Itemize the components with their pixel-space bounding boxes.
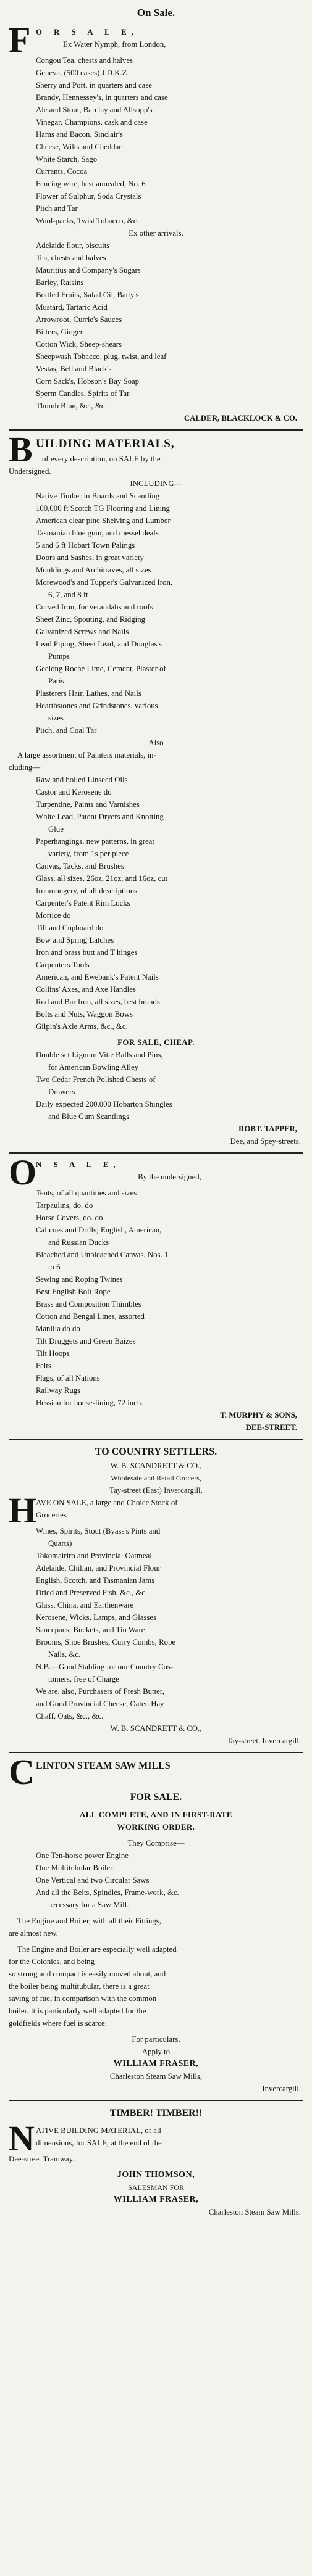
ad2-line: Doors and Sashes, in great variety [36,553,144,562]
ad3-line: Felts [36,1361,51,1370]
ad2-line: Tasmanian blue gum, and messel deals [36,529,159,537]
ad4-line: and Good Provincial Cheese, Oaten Hay [36,1699,164,1708]
ad1-line: Brandy, Hennessey's, in quarters and case [36,93,168,102]
ad5-para: saving of fuel in comparison with the common [9,1994,157,2003]
ad5-para: The Engine and Boiler, with all their Fittings, [17,1917,161,1925]
ad-scandrett [9,1445,303,1747]
ad1-line: Adelaide flour, biscuits [36,241,110,250]
ad5-apply-name: WILLIAM FRASER, [113,2059,199,2068]
ad3-line: Bleached and Unbleached Canvas, Nos. 1 [36,1250,169,1259]
ad1-line: Mustard, Tartaric Acid [36,303,108,312]
ad2-line: Plasterers Hair, Lathes, and Nails [36,689,141,698]
ad2-dropcap: B [9,429,33,469]
ad3-line: Best English Bolt Rope [36,1287,111,1296]
ad1-line: Congou Tea, chests and halves [36,56,133,65]
ad3-line: Tents, of all quantities and sizes [36,1189,137,1197]
ad2-line: Native Timber in Boards and Scantling [36,492,160,500]
ad1-line: Fencing wire, best annealed, No. 6 [36,180,146,188]
ad1-line: Corn Sack's, Hobson's Bay Soap [36,377,140,386]
ad4-line: Chaff, Oats, &c., &c. [36,1712,104,1720]
ad2-line: for American Bowling Alley [48,1063,139,1071]
ad2-line: Ironmongery, of all descriptions [36,886,138,895]
ad2-line: and Blue Gum Scantlings [48,1112,130,1121]
ad5-title-2: FOR SALE. [130,1792,182,1802]
ad2-line: Sheet Zinc, Spouting, and Ridging [36,615,146,624]
ad2-line: American clear pine Shelving and Lumber [36,516,171,525]
divider [9,429,303,431]
ad2-line: Two Cedar French Polished Chests of [36,1075,156,1084]
ad5-apply: Charleston Steam Saw Mills, [109,2072,203,2081]
ad2-line: Mouldings and Architraves, all sizes [36,566,151,574]
ad4-line: AVE ON SALE, a large and Choice Stock of [36,1498,178,1507]
divider [9,1439,303,1440]
ad1-line: Sheepwash Tobacco, plug, twist, and leaf [36,352,167,361]
ad3-line: Manilla do do [36,1324,80,1333]
ad2-line: Morewood's and Tupper's Galvanized Iron, [36,578,173,587]
ad3-line: to 6 [48,1263,61,1271]
ad2-line: Drawers [48,1088,75,1096]
masthead: On Sale. [137,7,175,19]
ad4-line: Saucepans, Buckets, and Tin Ware [36,1625,145,1634]
ad2-line: Lead Piping, Sheet Lead, and Douglas's [36,640,162,648]
ad2-line: Rod and Bar Iron, all sizes, best brands [36,997,160,1006]
ad5-dropcap: C [9,1752,35,1792]
ad5-para: the boiler being multitubular, there is a great [9,1982,150,1991]
ad5-line: And all the Belts, Spindles, Frame-work, &c. [36,1888,179,1897]
ad2-title: UILDING MATERIALS, [36,437,175,450]
ad5-para: goldfields where fuel is scarce. [9,2019,107,2028]
ad4-line: Groceries [36,1511,67,1519]
ad2-line: INCLUDING— [130,479,182,488]
ad4-sub: Tay-street (East) Invercargill, [109,1486,203,1495]
ad2-line: Till and Cupboard do [36,923,104,932]
ad2-line: Carpenters Tools [36,960,90,969]
ad4-title: TO COUNTRY SETTLERS. [95,1447,217,1457]
ad4-line: Adelaide, Chilian, and Provincial Flour [36,1564,161,1572]
ad2-line: Mortice do [36,911,71,920]
ad2-line: Bow and Spring Latches [36,936,114,944]
ad4-sub: W. B. SCANDRETT & CO., [110,1461,202,1470]
ad5-apply: Apply to [141,2047,171,2056]
ad1-line: Ex other arrivals, [129,229,183,237]
ad5-para: for the Colonies, and being [9,1957,95,1966]
ad1-line: Cheese, Wilts and Cheddar [36,142,122,151]
ad3-line: Brass and Composition Thimbles [36,1300,141,1308]
divider [9,2100,303,2101]
ad1-line: Ale and Stout, Barclay and Allsopp's [36,105,153,114]
ad3-line: and Russian Ducks [48,1238,109,1247]
ad2-line: Geelong Roche Lime, Cement, Plaster of [36,664,166,673]
ad2-line: American, and Ewebank's Patent Nails [36,973,159,981]
ad2-line: sizes [48,714,64,722]
ad3-line: Railway Rugs [36,1386,81,1395]
ad2-line: Undersigned. [9,467,51,476]
ad3-line: By the undersigned, [138,1173,201,1181]
ad4-line: We are, also, Purchasers of Fresh Butter, [36,1687,164,1696]
ad2-line: Iron and brass butt and T hinges [36,948,138,957]
ad2-line: Paris [48,677,64,685]
ad5-para: are almost new. [9,1929,58,1938]
ad1-line: Vinegar, Champions, cask and case [36,118,148,126]
ad2-line: Curved Iron, for verandahs and roofs [36,603,153,611]
ad-building-materials [9,429,303,1147]
divider [9,1752,303,1753]
ad3-header [9,1152,303,1192]
ad3-line: Sewing and Roping Twines [36,1275,123,1284]
ad1-line: Ex Water Nymph, from London, [63,40,166,49]
ad2-line: Galvanized Screws and Nails [36,627,129,636]
ad2-line: of every description, on SALE by the [42,455,161,463]
ad-timber [9,2106,303,2218]
ad2-line: Glass, all sizes, 26oz, 21oz, and 16oz, cut [36,874,168,883]
ad5-sub: ALL COMPLETE, AND IN FIRST-RATE [80,1810,232,1819]
ad1-line: White Starch, Sago [36,155,98,163]
ad5-para: boiler. It is particularly well adapted for the [9,2007,146,2015]
ad-murphy-sons [9,1152,303,1434]
ad2-line: Turpentine, Paints and Varnishes [36,800,140,809]
ad1-line: Sperm Candles, Spirits of Tar [36,389,130,398]
ad5-apply: Invercargill. [262,2084,301,2093]
ad6-line: dimensions, for SALE, at the end of the [36,2139,162,2147]
ad1-line: Bottled Fruits, Salad Oil, Batty's [36,291,139,299]
ad3-signature-address: DEE-STREET. [245,1423,297,1432]
ad6-role: SALESMAN FOR [127,2183,185,2192]
ad2-line: 6, 7, and 8 ft [48,590,88,599]
ad6-line: ATIVE BUILDING MATERIAL, of all [36,2126,161,2135]
ad4-line: Kerosene, Wicks, Lamps, and Glasses [36,1613,157,1622]
ad4-line: Nails, &c. [48,1650,81,1659]
ad2-subheading: FOR SALE, CHEAP. [117,1038,195,1047]
ad2-line: Pumps [48,652,70,661]
ad-calder-blacklock [9,20,303,424]
ad3-line: Flags, of all Nations [36,1374,100,1382]
ad2-header [9,429,303,469]
ad1-line: Geneva, (500 cases) J.D.K.Z [36,68,127,77]
ad6-header [9,2118,303,2158]
ad2-line: 100,000 ft Scotch TG Flooring and Lining [36,504,170,513]
ad6-line: Dee-street Tramway. [9,2155,75,2163]
ad1-line: Pitch and Tar [36,204,78,213]
ad4-line: Glass, China, and Earthenware [36,1601,134,1609]
ad4-signature-name: W. B. SCANDRETT & CO., [110,1724,202,1733]
ad3-line: Horse Covers, do. do [36,1213,103,1222]
ad2-line: Paperhangings, new patterns, in great [36,837,154,846]
ad2-line: Double set Lignum Vitæ Balls and Pins, [36,1051,163,1059]
ad5-comprise: They Comprise— [127,1839,185,1847]
ad2-line: Castor and Kerosene do [36,788,112,796]
ad3-signature-name: T. MURPHY & SONS, [220,1411,297,1419]
ad2-line: Raw and boiled Linseed Oils [36,775,128,784]
ad5-line: One Vertical and two Circular Saws [36,1876,150,1885]
ad1-dropcap: F [9,20,31,60]
ad5-line: One Ten-horse power Engine [36,1851,129,1860]
ad2-line: cluding— [9,763,41,772]
ad1-line: Sherry and Port, in quarters and case [36,81,152,89]
ad3-line: Tilt Hoops [36,1349,70,1358]
ad2-line: Also [148,738,164,747]
ad1-line: Mauritius and Company's Sugars [36,266,141,275]
ad4-line: Brooms, Shoe Brushes, Curry Combs, Rope [36,1638,176,1646]
ad1-line: Vestas, Bell and Black's [36,365,112,373]
ad4-line: Tokomairiro and Provincial Oatmeal [36,1551,152,1560]
ad3-title: N S A L E, [36,1160,120,1169]
ad1-line: O R S A L E, [36,28,138,36]
ad6-name: JOHN THOMSON, [117,2170,195,2179]
ad1-line: Barley, Raisins [36,278,84,287]
ad1-line: Arrowroot, Currie's Sauces [36,315,122,324]
divider [9,1152,303,1154]
ad5-para: The Engine and Boiler are especially well adapted [17,1945,177,1954]
ad3-dropcap: O [9,1152,37,1192]
ad6-employer: WILLIAM FRASER, [113,2195,199,2204]
ad2-line: Pitch, and Coal Tar [36,726,97,735]
ad2-line: Hearthstones and Grindstones, various [36,701,158,710]
ad5-apply: For particulars, [132,2035,180,2044]
ad5-title: LINTON STEAM SAW MILLS [36,1761,171,1771]
ad2-signature-name: ROBT. TAPPER, [238,1125,297,1133]
ad4-line: tomers, free of Charge [48,1675,119,1683]
ad3-line: Hessian for house-lining, 72 inch. [36,1398,143,1407]
ad1-line: Wool-packs, Twist Tobacco, &c. [36,217,139,225]
ad4-line: Wines, Spirits, Stout (Byass's Pints and [36,1527,161,1535]
ad-clinton-saw-mills [9,1752,303,2095]
ad2-line: variety, from 1s per piece [48,849,129,858]
ad3-line: Tilt Druggets and Green Baizes [36,1337,136,1345]
ad1-signature: CALDER, BLACKLOCK & CO. [183,414,297,423]
ad3-line: Cotton and Bengal Lines, assorted [36,1312,145,1321]
ad1-line: Flower of Sulphur, Soda Crystals [36,192,141,200]
ad4-dropcap: H [9,1490,37,1530]
ad4-line: Quarts) [48,1539,72,1548]
ad5-sub: WORKING ORDER. [117,1823,195,1831]
ad1-line: Bitters, Ginger [36,328,83,336]
ad2-line: Daily expected 200,000 Hobarton Shingles [36,1100,172,1108]
ad5-line: necessary for a Saw Mill. [48,1901,129,1909]
ad6-dropcap: N [9,2118,35,2158]
ad6-employer-2: Charleston Steam Saw Mills. [208,2208,301,2216]
ad2-line: Glue [48,825,64,833]
ad4-line: English, Scotch, and Tasmanian Jams [36,1576,155,1585]
ad2-line: Carpenter's Patent Rim Locks [36,899,130,907]
ad2-line: White Lead, Patent Dryers and Knotting [36,812,164,821]
ad4-line: Dried and Preserved Fish, &c., &c. [36,1588,148,1597]
ad6-title: TIMBER! TIMBER!! [109,2108,203,2118]
ad1-line: Tea, chests and halves [36,254,106,262]
ad4-sub: Wholesale and Retail Grocers, [111,1474,201,1482]
ad3-line: Calicoes and Drills; English, American, [36,1226,162,1234]
ad5-line: One Multitubular Boiler [36,1864,113,1872]
ad4-signature-address: Tay-street, Invercargill. [226,1736,301,1745]
ad1-line: Hams and Bacon, Sinclair's [36,130,123,139]
ad2-line: Collins' Axes, and Axe Handles [36,985,136,994]
ad5-para: so strong and compact is easily moved about, and [9,1970,166,1978]
ad2-line: A large assortment of Painters materials, in- [17,751,156,759]
ad3-line: Tarpaulins, do. do [36,1201,93,1210]
ad1-line: Cotton Wick, Sheep-shears [36,340,122,349]
ad1-header [9,20,303,60]
ad2-line: Gilpin's Axle Arms, &c., &c. [36,1022,128,1031]
ad2-line: Bolts and Nuts, Waggon Bows [36,1010,133,1018]
ad5-header [9,1752,303,1792]
ad2-line: 5 and 6 ft Hobart Town Palings [36,541,135,550]
ad1-line: Currants, Cocoa [36,167,88,176]
ad1-line: Thumb Blue, &c., &c. [36,402,107,410]
ad2-line: Canvas, Tacks, and Brushes [36,862,124,870]
ad4-line: N.B.—Good Stabling for our Country Cus- [36,1662,174,1671]
ad2-signature-address: Dee, and Spey-streets. [230,1137,301,1146]
